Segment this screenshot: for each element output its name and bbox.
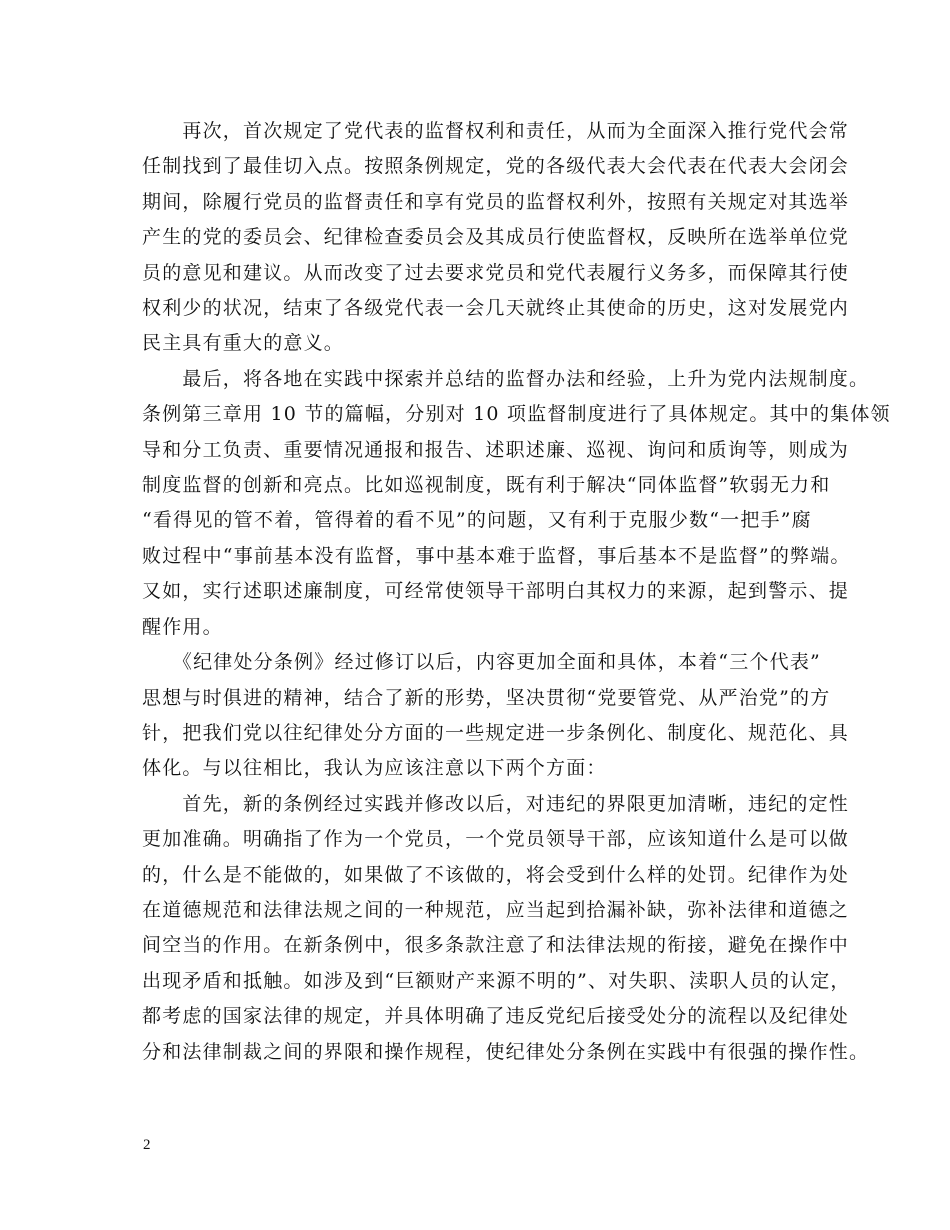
document-body <box>142 114 891 1070</box>
text-line: 间空当的作用。在新条例中，很多条款注意了和法律法规的衔接，避免在操作中 <box>142 934 850 957</box>
text-line: 的，什么是不能做的，如果做了不该做的，将会受到什么样的处罚。纪律作为处 <box>142 863 850 886</box>
text-line: “看得见的管不着，管得着的看不见”的问题，又有利于克服少数“一把手”腐 <box>142 509 812 532</box>
text-line: 都考虑的国家法律的规定，并具体明确了违反党纪后接受处分的流程以及纪律处 <box>142 1005 850 1028</box>
text-line: 民主具有重大的意义。 <box>142 332 345 355</box>
paragraph-discipline-regulations <box>142 645 850 787</box>
text-line: 分和法律制裁之间的界限和操作规程，使纪律处分条例在实践中有很强的操作性。 <box>142 1040 870 1063</box>
text-line: 思想与时俱进的精神，结合了新的形势，坚决贯彻“党要管党、从严治党”的方 <box>142 686 831 709</box>
text-line: 针，把我们党以往纪律处分方面的一些规定进一步条例化、制度化、规范化、具 <box>142 721 850 744</box>
text-line: 又如，实行述职述廉制度，可经常使领导干部明白其权力的来源，起到警示、提 <box>142 580 850 603</box>
text-line: 再次，首次规定了党代表的监督权利和责任，从而为全面深入推行党代会常 <box>142 120 850 142</box>
page-number: 2 <box>143 1137 151 1153</box>
text-line: 在道德规范和法律法规之间的一种规范，应当起到拾漏补缺，弥补法律和道德之 <box>142 898 850 921</box>
text-line: 最后，将各地在实践中探索并总结的监督办法和经验，上升为党内法规制度。 <box>142 367 870 390</box>
text-line: 醒作用。 <box>142 615 223 638</box>
text-line: 期间，除履行党员的监督责任和享有党员的监督权利外，按照有关规定对其选举 <box>142 190 850 213</box>
text-line: 败过程中“事前基本没有监督，事中基本难于监督，事后基本不是监督”的弊端。 <box>142 544 851 567</box>
paragraph-delegate-supervision <box>142 114 850 362</box>
text-line: 任制找到了最佳切入点。按照条例规定，党的各级代表大会代表在代表大会闭会 <box>142 155 850 178</box>
text-line: 首先，新的条例经过实践并修改以后，对违纪的界限更加清晰，违纪的定性 <box>142 792 850 815</box>
text-line: 出现矛盾和抵触。如涉及到“巨额财产来源不明的”、对失职、渎职人员的认定， <box>142 969 851 992</box>
text-line: 权利少的状况，结束了各级党代表一会几天就终止其使命的历史，这对发展党内 <box>142 297 850 320</box>
text-line: 员的意见和建议。从而改变了过去要求党员和党代表履行义务多，而保障其行使 <box>142 261 850 284</box>
text-line: 导和分工负责、重要情况通报和报告、述职述廉、巡视、询问和质询等，则成为 <box>142 438 850 461</box>
text-line: 体化。与以往相比，我认为应该注意以下两个方面： <box>142 757 607 780</box>
text-line: 产生的党的委员会、纪律检查委员会及其成员行使监督权，反映所在选举单位党 <box>142 226 850 249</box>
paragraph-clear-boundaries <box>142 787 870 1070</box>
text-line: 《纪律处分条例》经过修订以后，内容更加全面和具体，本着“三个代表” <box>142 651 821 674</box>
text-line: 更加准确。明确指了作为一个党员，一个党员领导干部，应该知道什么是可以做 <box>142 828 850 851</box>
text-line: 条例第三章用 10 节的篇幅，分别对 10 项监督制度进行了具体规定。其中的集体领 <box>142 403 891 426</box>
text-line: 制度监督的创新和亮点。比如巡视制度，既有利于解决“同体监督”软弱无力和 <box>142 474 831 497</box>
paragraph-supervision-systems <box>142 362 891 645</box>
